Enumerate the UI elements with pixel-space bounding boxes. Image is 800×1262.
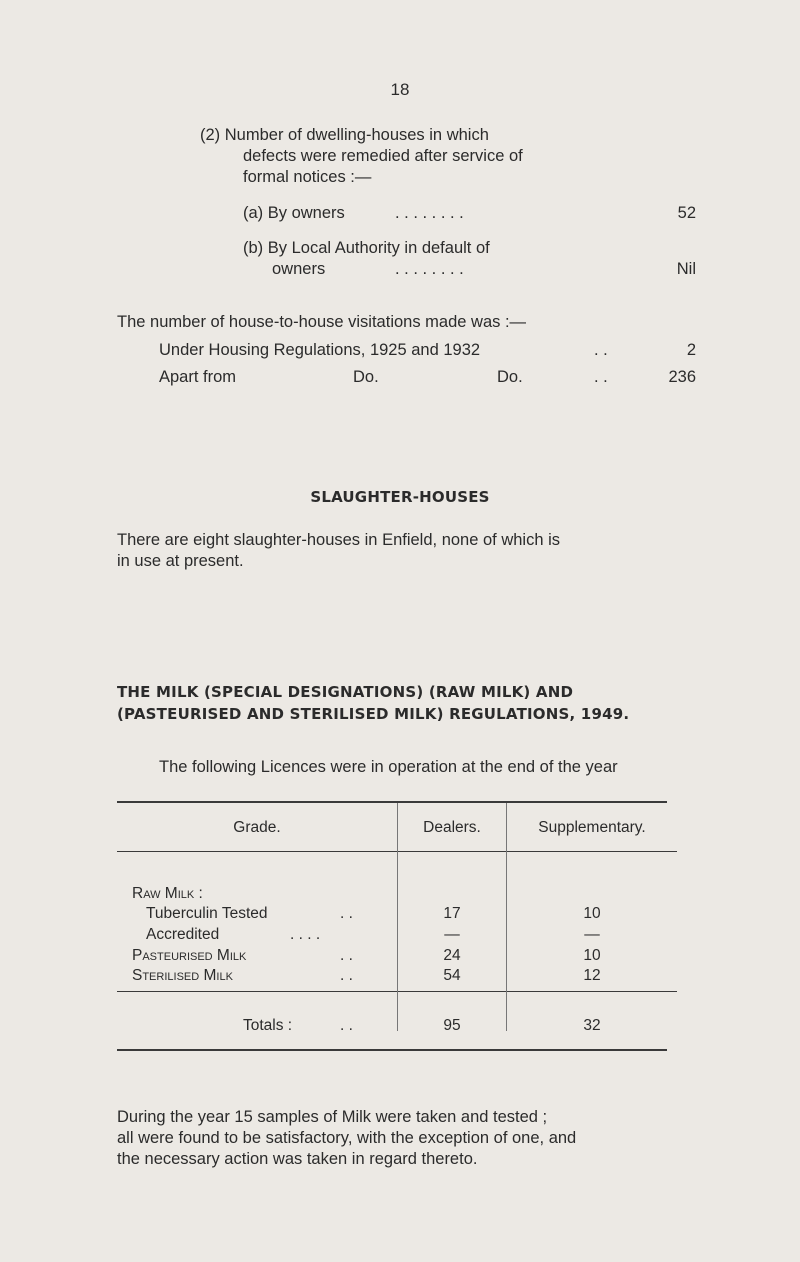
slaughter-para-line2: in use at present. (117, 552, 244, 570)
totals-supplementary: 32 (583, 1017, 601, 1034)
totals-rule-grade (117, 991, 397, 992)
row-dots: . . (340, 967, 353, 984)
row-grade: Pasteurised Milk (132, 947, 247, 964)
defects-item-b-line2: owners (272, 260, 326, 278)
header-rule-grade (117, 851, 397, 852)
defects-intro-line3: formal notices :— (243, 168, 372, 186)
row-dots: . . (340, 905, 353, 922)
row-supplementary: 10 (583, 947, 601, 964)
slaughter-heading: SLAUGHTER-HOUSES (310, 488, 490, 506)
defects-item-a-dots: . . . . . . . . (395, 204, 464, 222)
visitations-row2-label-c: Do. (497, 368, 523, 386)
defects-intro-line2: defects were remedied after service of (243, 147, 523, 165)
row-supplementary: 12 (583, 967, 601, 984)
visitations-row2-dots: . . (594, 368, 608, 386)
totals-rule-supplementary (507, 991, 677, 992)
raw-milk-label: Raw Milk : (132, 885, 203, 902)
header-grade: Grade. (233, 819, 281, 836)
row-dealers: 54 (443, 967, 461, 984)
header-rule-dealers (398, 851, 506, 852)
row-grade: Accredited (146, 926, 220, 943)
row-supplementary: — (584, 926, 600, 943)
milk-heading-line2: (PASTEURISED AND STERILISED MILK) REGULATIONS, 1949. (117, 705, 630, 723)
table-bottom-rule (117, 1049, 667, 1051)
header-supplementary: Supplementary. (538, 819, 646, 836)
samples-line3: the necessary action was taken in regard thereto. (117, 1150, 478, 1168)
visitations-row2-label-a: Apart from (159, 368, 237, 386)
row-grade: Tuberculin Tested (146, 905, 268, 922)
slaughter-para-line1: There are eight slaughter-houses in Enfield, none of which is (117, 531, 561, 549)
visitations-row2-value: 236 (668, 368, 696, 386)
header-rule-supplementary (507, 851, 677, 852)
totals-rule-dealers (398, 991, 506, 992)
row-grade: Sterilised Milk (132, 967, 233, 984)
samples-line2: all were found to be satisfactory, with the exception of one, and (117, 1129, 577, 1147)
totals-dealers: 95 (443, 1017, 461, 1034)
visitations-row1-label: Under Housing Regulations, 1925 and 1932 (159, 341, 481, 359)
page-number: 18 (390, 80, 410, 99)
totals-label: Totals : (243, 1017, 293, 1034)
visitations-row2-label-b: Do. (353, 368, 379, 386)
milk-heading-line1: THE MILK (SPECIAL DESIGNATIONS) (RAW MILK) AND (117, 683, 574, 701)
row-dealers: 17 (443, 905, 461, 922)
table-top-rule (117, 801, 667, 803)
defects-intro-line1: (2) Number of dwelling-houses in which (200, 126, 489, 144)
visitations-intro: The number of house-to-house visitations made was :— (117, 313, 527, 331)
row-supplementary: 10 (583, 905, 601, 922)
milk-intro: The following Licences were in operation at the end of the year (159, 758, 618, 776)
defects-item-b-value: Nil (676, 260, 696, 278)
defects-item-a-value: 52 (677, 204, 696, 222)
row-dealers: — (444, 926, 460, 943)
samples-line1: During the year 15 samples of Milk were taken and tested ; (117, 1108, 548, 1126)
totals-dots: . . (340, 1017, 353, 1034)
row-dealers: 24 (443, 947, 461, 964)
row-dots: . . (340, 947, 353, 964)
visitations-row1-dots: . . (594, 341, 608, 359)
header-dealers: Dealers. (423, 819, 481, 836)
defects-item-b-line1: (b) By Local Authority in default of (243, 239, 490, 257)
visitations-row1-value: 2 (686, 341, 696, 359)
defects-item-a-label: (a) By owners (243, 204, 345, 222)
row-dots: . . . . (290, 926, 321, 943)
defects-item-b-dots: . . . . . . . . (395, 260, 464, 278)
